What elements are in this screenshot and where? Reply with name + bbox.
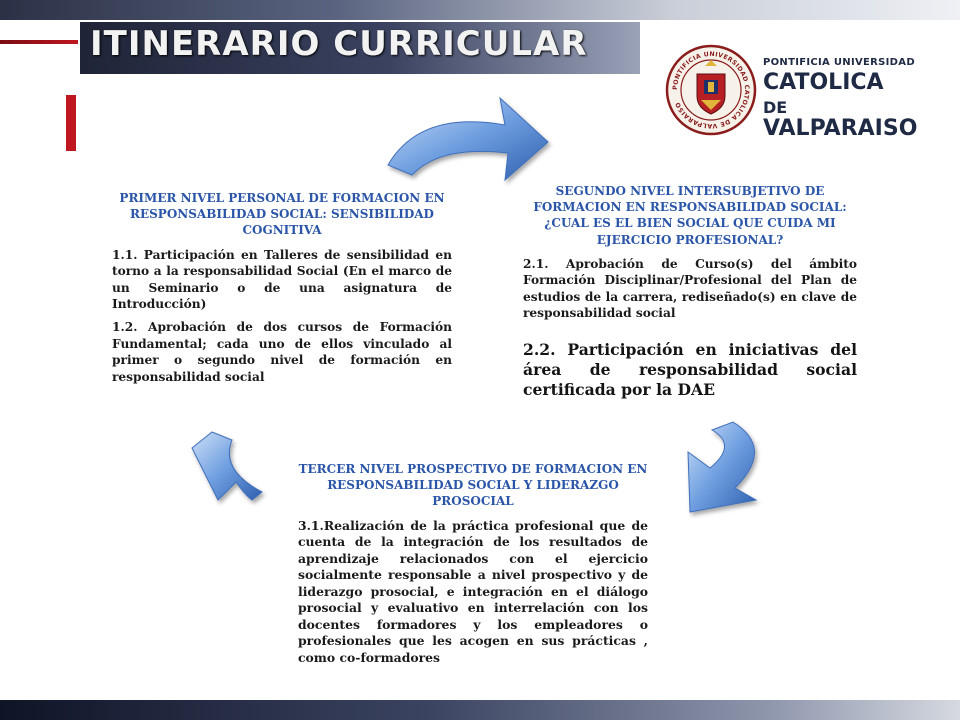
level-3-block <box>298 461 648 673</box>
level-3-item-1: 3.1.Realización de la práctica profesional que de cuenta de la integración de los resultados de aprendizaje relacionados con el ejercicio socialmente responsable a nivel prospectivo y de liderazgo prosocial, e integración en el diálogo prosocial y evaluativo en interrelación con los docentes formadores y los empleadores o profesionales que les acogen en sus prácticas , como co-formadores <box>298 517 648 665</box>
logo-line-3-name: VALPARAISO <box>763 116 918 141</box>
university-seal-icon <box>665 44 757 136</box>
top-bar <box>0 0 960 20</box>
level-2-heading: SEGUNDO NIVEL INTERSUBJETIVO DE FORMACION EN RESPONSABILIDAD SOCIAL: ¿CUAL ES EL BIEN SOCIAL QUE CUIDA MI EJERCICIO PROFESIONAL? <box>533 184 847 247</box>
svg-text:PONTIFICIA UNIVERSIDAD CATOLIC: PONTIFICIA UNIVERSIDAD CATOLICA DE VALPARAISO <box>671 50 751 130</box>
logo-line-1: PONTIFICIA UNIVERSIDAD <box>763 57 915 68</box>
level-1-heading: PRIMER NIVEL PERSONAL DE FORMACION EN RESPONSABILIDAD SOCIAL: SENSIBILIDAD COGNITIVA <box>119 191 445 238</box>
page-title: ITINERARIO CURRICULAR <box>90 24 588 64</box>
logo-line-3 <box>763 96 930 140</box>
logo-text <box>763 58 930 140</box>
level-1-block <box>112 190 452 392</box>
university-logo <box>665 40 930 140</box>
arrow-down-curved-icon <box>688 422 756 512</box>
bottom-bar <box>0 700 960 720</box>
level-1-item-2: 1.2. Aprobación de dos cursos de Formación Fundamental; cada uno de ellos vinculado al primer o segundo nivel de formación en responsabilidad social <box>112 320 452 384</box>
level-2-block <box>523 183 857 407</box>
red-accent-bar <box>66 95 76 151</box>
logo-line-2: CATOLICA <box>763 70 884 95</box>
logo-line-3-prefix: DE <box>763 98 788 117</box>
level-2-item-1: 2.1. Aprobación de Curso(s) del ámbito Formación Disciplinar/Profesional del Plan de estudios de la carrera, rediseñado(s) en clave de responsabilidad social <box>523 256 857 321</box>
arrow-right-curved-icon <box>388 98 548 180</box>
level-2-item-2: 2.2. Participación en iniciativas del área de responsabilidad social certificada por la DAE <box>523 339 857 400</box>
red-stripe <box>0 40 78 44</box>
arrow-up-left-curved-icon <box>192 432 262 500</box>
level-3-heading: TERCER NIVEL PROSPECTIVO DE FORMACION EN RESPONSABILIDAD SOCIAL Y LIDERAZGO PROSOCIAL <box>298 462 648 509</box>
level-1-item-1: 1.1. Participación en Talleres de sensibilidad en torno a la responsabilidad Social (En el marco de un Seminario o de una asignatura de Introducción) <box>112 247 452 311</box>
